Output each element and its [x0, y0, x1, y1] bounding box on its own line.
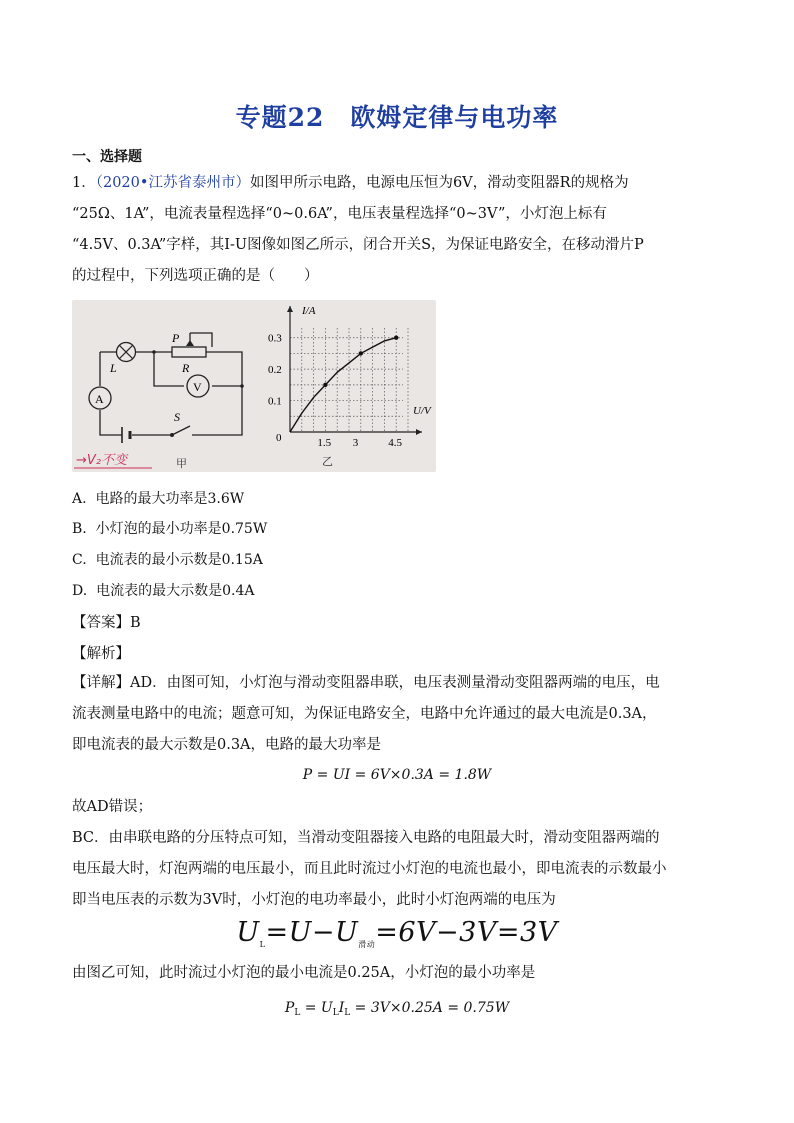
detail-line-7: 即当电压表的示数为3V时，小灯泡的电功率最小，此时小灯泡两端的电压为 [72, 892, 556, 908]
detail-line-3: 即电流表的最大示数是0.3A，电路的最大功率是 [72, 737, 382, 753]
question-text-1: 如图甲所示电路，电源电压恒为6V，滑动变阻器R的规格为 [249, 175, 629, 191]
data-point [323, 383, 327, 387]
circuit-caption: 甲 [176, 457, 187, 470]
slider-arrow [186, 340, 194, 346]
iu-graph [268, 306, 422, 449]
question-line-4: 的过程中，下列选项正确的是（ ） [72, 268, 319, 284]
x-tick-label: 3 [352, 437, 359, 449]
option-d: D. 电流表的最大示数是0.4A [72, 583, 255, 599]
option-c: C. 电流表的最小示数是0.15A [72, 552, 263, 568]
slider-label: P [172, 331, 180, 345]
handwritten-note: →V₂不变 [76, 453, 127, 468]
x-tick-label: 1.5 [317, 437, 332, 449]
detail-line-1: 【详解】AD．由图可知，小灯泡与滑动变阻器串联，电压表测量滑动变阻器两端的电压，电 [72, 675, 660, 691]
page-title: 专题22 欧姆定律与电功率 [235, 103, 559, 132]
x-tick-label: 4.5 [388, 437, 402, 449]
graph-origin: 0 [276, 432, 282, 444]
resistor-label: R [182, 361, 190, 375]
formula-lamp-voltage: $U_L=U-U_{滑动}=6V-3V=3V$ [236, 917, 558, 949]
detail-line-4: 故AD错误； [72, 799, 153, 815]
question-line-1 [72, 168, 722, 199]
detail-line-8: 由图乙可知，此时流过小灯泡的最小电流是0.25A，小灯泡的最小功率是 [72, 965, 536, 981]
circuit-and-graph [72, 300, 436, 472]
answer: 【答案】B [72, 615, 141, 631]
question-source: （2020•江苏省泰州市） [95, 175, 250, 191]
graph-caption: 乙 [322, 455, 333, 468]
circuit-diagram [100, 333, 242, 443]
data-point [394, 336, 398, 340]
y-axis-arrow [287, 306, 293, 312]
formula-min-power: $P_L = U_LI_L = 3V\times 0.25A = 0.75W$ [284, 1000, 510, 1018]
question-figure [72, 300, 436, 472]
section-heading: 一、选择题 [72, 149, 142, 165]
lamp-label: L [110, 361, 117, 375]
graph-xlabel: U/V [413, 405, 431, 417]
detail-line-5: BC．由串联电路的分压特点可知，当滑动变阻器接入电路的电阻最大时，滑动变阻器两端的 [72, 830, 660, 846]
x-axis-arrow [416, 429, 422, 435]
data-point [359, 351, 363, 355]
detail-line-6: 电压最大时，灯泡两端的电压最小，而且此时流过小灯泡的电流也最小，即电流表的示数最小 [72, 861, 667, 877]
question-number: 1． [72, 175, 96, 191]
question-line-3: “4.5V、0.3A”字样，其I-U图像如图乙所示，闭合开关S，为保证电路安全，在移动滑片P [72, 237, 644, 253]
y-tick-label: 0.1 [268, 395, 282, 408]
ammeter-label: A [95, 392, 104, 406]
voltmeter-label: V [193, 380, 202, 394]
rheostat-body [172, 347, 206, 357]
analysis-label: 【解析】 [72, 646, 130, 662]
switch-label: S [174, 410, 180, 424]
option-b: B. 小灯泡的最小功率是0.75W [72, 521, 268, 537]
y-tick-label: 0.2 [268, 364, 282, 377]
question-line-2: “25Ω、1A”，电流表量程选择“0~0.6A”，电压表量程选择“0~3V”，小灯泡上标有 [72, 206, 607, 222]
detail-line-2: 流表测量电路中的电流；题意可知，为保证电路安全，电路中允许通过的最大电流是0.3A， [72, 706, 657, 722]
formula-max-power: P = UI = 6V×0.3A = 1.8W [302, 767, 492, 783]
y-tick-label: 0.3 [268, 332, 282, 345]
option-a: A. 电路的最大功率是3.6W [72, 491, 245, 507]
graph-ylabel: I/A [302, 305, 316, 317]
